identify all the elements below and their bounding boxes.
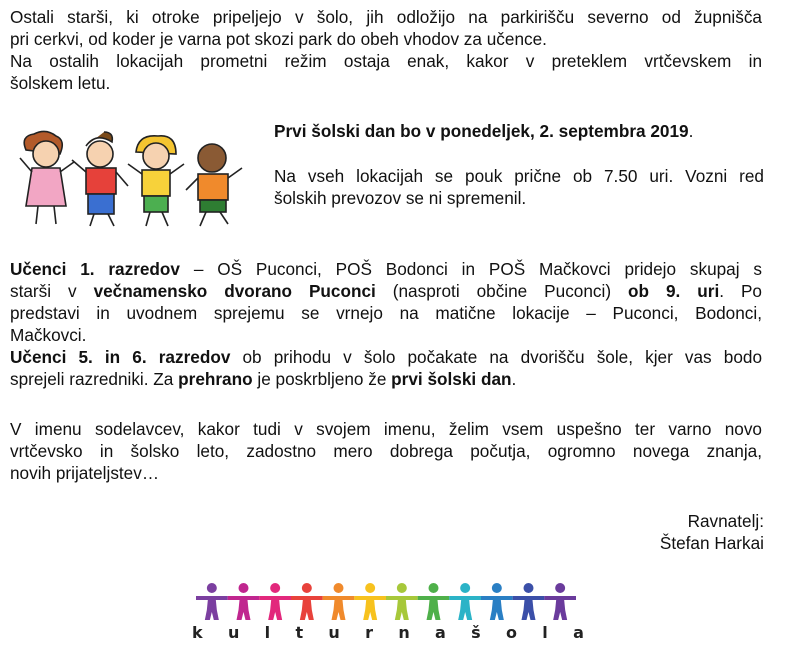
grades-paragraph (10, 258, 762, 390)
text-line: pri cerkvi, od koder je varna pot skozi park do obeh vhodov za učence. (10, 29, 547, 49)
text-line: starši v večnamensko dvorano Puconci (nasproti občine Puconci) ob 9. uri. Po (10, 281, 762, 301)
text-line: Ostali starši, ki otroke pripeljejo v šolo, jih odložijo na parkirišču severno od župnišča (10, 7, 762, 27)
child-figure (72, 132, 128, 226)
text-line: Učenci 5. in 6. razredov ob prihodu v šolo počakate na dvorišču šole, kjer vas bodo (10, 347, 762, 367)
logo-person-figure (418, 583, 450, 620)
kulturna-sola-logo-text (192, 622, 584, 642)
logo-person-figure (386, 583, 418, 620)
parking-paragraph (10, 6, 762, 94)
logo-person-figure (513, 583, 545, 620)
text-line: Na ostalih lokacijah prometni režim ostaja enak, kakor v preteklem vrtčevskem in (10, 51, 762, 71)
closing-paragraph (10, 418, 762, 484)
logo-letter: u (328, 623, 340, 642)
first-day-date: Prvi šolski dan bo v ponedeljek, 2. septembra 2019 (274, 121, 689, 141)
child-figure (128, 136, 184, 226)
text-line: sprejeli razredniki. Za prehrano je poskrbljeno že prvi šolski dan. (10, 369, 517, 389)
child-figure (186, 144, 242, 226)
logo-person-figure (544, 583, 576, 620)
text-line: novih prijateljstev… (10, 463, 160, 483)
text-line: V imenu sodelavcev, kakor tudi v svojem imenu, želim vsem uspešno ter varno novo (10, 419, 762, 439)
logo-letter: a (573, 623, 584, 642)
logo-person-figure (323, 583, 355, 620)
logo-person-figure (354, 583, 386, 620)
logo-letter: n (398, 623, 410, 642)
logo-letter: k (192, 623, 203, 642)
logo-person-figure (449, 583, 481, 620)
logo-letter: u (227, 623, 240, 642)
logo-person-figure (259, 583, 291, 620)
logo-person-figure (228, 583, 260, 620)
first-day-announcement: Prvi šolski dan bo v ponedeljek, 2. septembra 2019. (274, 121, 694, 141)
logo-letter: a (435, 623, 446, 642)
logo-letter: l (264, 623, 271, 642)
text-line: vrtčevsko in šolsko leto, zadostno mero dobrega počutja, ogromno novega znanja, (10, 441, 762, 461)
logo-person-figure (291, 583, 323, 620)
kulturna-sola-logo-figures (196, 582, 576, 620)
logo-person-figure (196, 583, 228, 620)
child-figure (20, 131, 74, 224)
text-line: Mačkovci. (10, 325, 87, 345)
text-line: predstavi in uvodnem sprejemu se vrnejo na matične lokacije – Puconci, Bodonci, (10, 303, 762, 323)
text-line: Učenci 1. razredov – OŠ Puconci, POŠ Bodonci in POŠ Mačkovci pridejo skupaj s (10, 259, 762, 279)
logo-letter: r (365, 623, 374, 642)
logo-letter: l (542, 623, 548, 642)
logo-letter: š (471, 623, 481, 642)
logo-letter: t (295, 623, 304, 642)
signature-title: Ravnatelj: (687, 511, 764, 531)
logo-person-figure (481, 583, 513, 620)
text-line: Na vseh lokacijah se pouk prične ob 7.50 uri. Vozni red (274, 166, 764, 186)
text-line: šolskem letu. (10, 73, 111, 93)
logo-letter: o (505, 623, 517, 642)
locations-paragraph (274, 165, 764, 209)
children-illustration (16, 128, 248, 230)
signature-name: Štefan Harkai (659, 533, 764, 553)
text-line: šolskih prevozov se ni spremenil. (274, 188, 527, 208)
